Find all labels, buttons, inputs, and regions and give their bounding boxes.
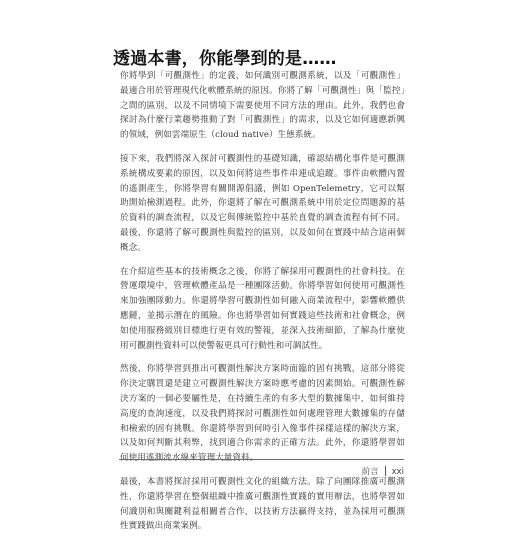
footer-separator bbox=[385, 466, 386, 476]
paragraph-challenges: 然後，你將學習到推出可觀測性解決方案時面臨的固有挑戰，這部分將從你決定購買還是建立可觀測性解決方案時應考慮的因素開始。可觀測性解決方案的一個必要屬性是，在持續生產的有多大型的數據集中，如何維持高度的查詢速度，以及我們將探討可觀測性如何處理管理大數據集的存儲和檢索的固有挑戰。你還將學習到何時引入像事件採樣這樣的解決方案，以及如何判斷其利弊，找到適合你需求的正確方法。此外，你還將學習如何使用遙測流水線來管理大量資料。 bbox=[120, 364, 405, 464]
paragraph-fundamentals: 接下來，我們將深入探討可觀測性的基礎知識，確認結構化事件是可觀測系統構成要素的原因，以及如何將這些事件串連成追蹤。事件由軟體內置的遙測產生，你將學習有關開源倡議，例如 OpenTelemetry，它可以幫助開始檢測過程。此外，你還將了解在可觀測系統中用於定位問題源的基於資料的調查流程，以及它與傳統監控中基於直覺的調查流程有何不同。最後，你還將了解可觀測性與監控的區別，以及如何在實踐中結合這兩個概念。 bbox=[120, 153, 405, 253]
page-footer bbox=[362, 465, 404, 477]
footer-rule bbox=[119, 459, 404, 460]
paragraph-intro: 你將學到「可觀測性」的定義，如何識別可觀測系統，以及「可觀測性」最適合用於管理現代化軟體系統的原因。你將了解「可觀測性」與「監控」之間的區別，以及不同情境下需要使用不同方法的理由。此外，我們也會探討為什麼行業趨勢推動了對「可觀測性」的需求，以及它如何適應新興的領域，例如雲端原生（cloud native）生態系統。 bbox=[120, 71, 405, 141]
paragraph-sociotechnical: 在介紹這些基本的技術概念之後，你將了解採用可觀測性的社會科技。在營運環境中，管理軟體產品是一種團隊活動。你將學習如何使用可觀測性來加強團隊動力。你還將學習可觀測性如何融入商業流程中，影響軟體供應鏈，並揭示潛在的風險。你也將學習如何實踐這些技術和社會概念，例如使用服務級別目標進行更有效的警報，並深入技術細節，了解為什麼使用可觀測性資料可以使警報更具可行動性和可調試性。 bbox=[120, 266, 405, 351]
section-heading: 透過本書，你能學到的是…… bbox=[113, 49, 337, 69]
page-number: xxi bbox=[391, 467, 404, 477]
footer-section-label: 前言 bbox=[361, 467, 379, 477]
paragraph-culture: 最後，本書將探討採用可觀測性文化的組織方法。除了向團隊推廣可觀測性，你還將學習在整個組織中推廣可觀測性實踐的實用辦法，也將學習如何識別和與關鍵利益相關者合作，以技術方法贏得支持，並為採用可觀測性實踐做出商業案例。 bbox=[120, 476, 405, 532]
